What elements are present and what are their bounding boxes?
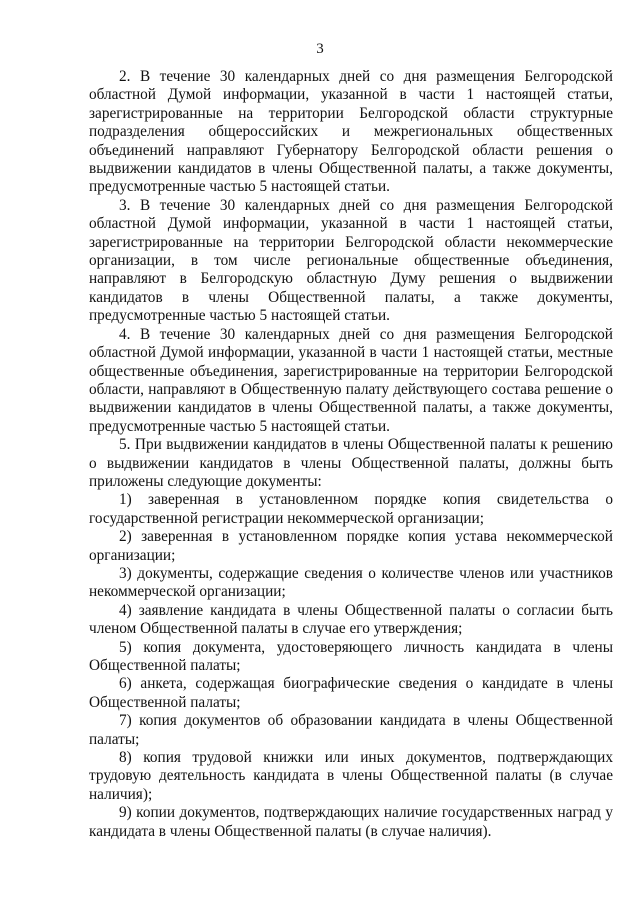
list-item-5: 5) копия документа, удостоверяющего личность кандидата в члены Общественной палаты; (89, 638, 613, 674)
paragraph-part-5: 5. При выдвижении кандидатов в члены Общественной палаты к решению о выдвижении кандидатов в члены Общественной палаты, должны быть приложены следующие документы: (89, 436, 613, 490)
paragraph-part-2: 2. В течение 30 календарных дней со дня размещения Белгородской областной Думой информации, указанной в части 1 настоящей статьи, зарегистрированные на территории Белгородской области структурные подразделения общероссийских и межрегиональных общественных объединений направляют Губернатору Белгородской области решения о выдвижении кандидатов в члены Общественной палаты, а также документы, предусмотренные частью 5 настоящей статьи. (89, 68, 613, 196)
list-item-2: 2) заверенная в установленном порядке копия устава некоммерческой организации; (89, 528, 613, 564)
document-body (89, 68, 613, 841)
list-item-8: 8) копия трудовой книжки или иных документов, подтверждающих трудовую деятельность кандидата в члены Общественной палаты (в случае наличия); (89, 749, 613, 803)
paragraph-part-4: 4. В течение 30 календарных дней со дня размещения Белгородской областной Думой информации, указанной в части 1 настоящей статьи, местные общественные объединения, зарегистрированные на территории Белгородской области, направляют в Общественную палату действующего состава решение о выдвижении кандидатов в члены Общественной палаты, а также документы, предусмотренные частью 5 настоящей статьи. (89, 325, 613, 435)
paragraph-part-3: 3. В течение 30 календарных дней со дня размещения Белгородской областной Думой информации, указанной в части 1 настоящей статьи, зарегистрированные на территории Белгородской области некоммерческие организации, в том числе региональные общественные объединения, направляют в Белгородскую областную Думу решения о выдвижении кандидатов в члены Общественной палаты, а также документы, предусмотренные частью 5 настоящей статьи. (89, 196, 613, 325)
list-item-4: 4) заявление кандидата в члены Общественной палаты о согласии быть членом Общественной палаты в случае его утверждения; (89, 601, 613, 638)
list-item-3: 3) документы, содержащие сведения о количестве членов или участников некоммерческой организации; (89, 564, 613, 601)
list-item-7: 7) копия документов об образовании кандидата в члены Общественной палаты; (89, 712, 613, 748)
list-item-9: 9) копии документов, подтверждающих наличие государственных наград у кандидата в члены Общественной палаты (в случае наличия). (89, 804, 613, 840)
list-item-6: 6) анкета, содержащая биографические сведения о кандидате в члены Общественной палаты; (89, 675, 613, 711)
page-number: 3 (316, 41, 324, 57)
list-item-1: 1) заверенная в установленном порядке копия свидетельства о государственной регистрации некоммерческой организации; (89, 491, 613, 527)
